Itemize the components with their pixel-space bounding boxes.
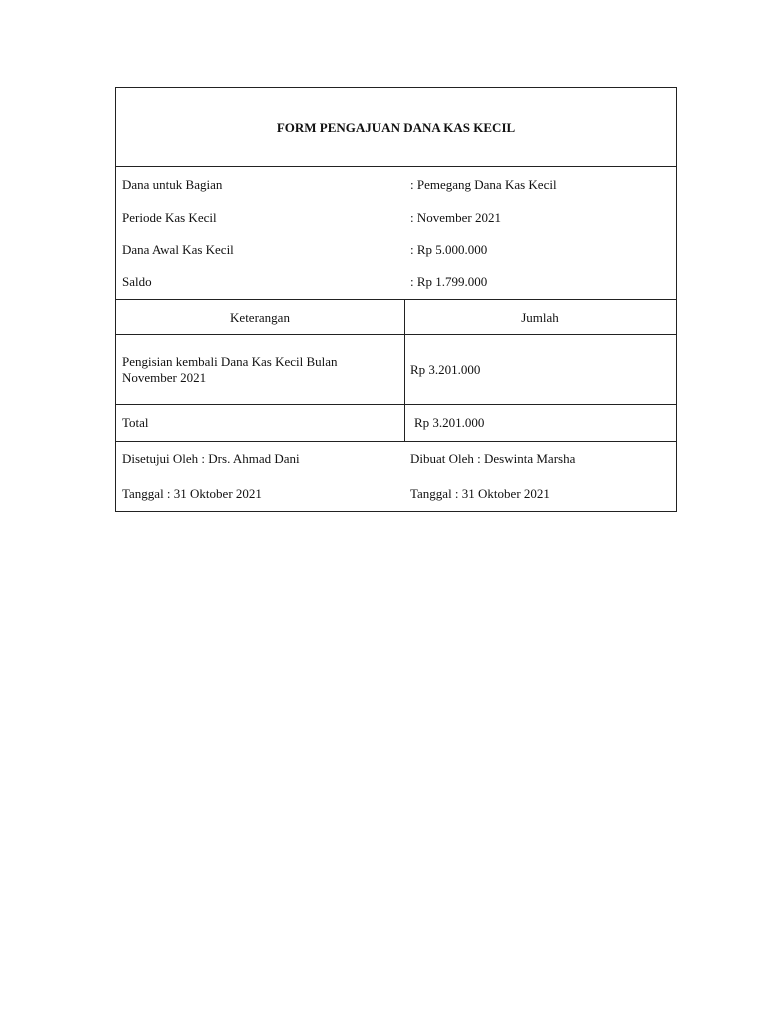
column-header-keterangan: Keterangan (230, 310, 290, 325)
made-by: Dibuat Oleh : Deswinta Marsha (410, 451, 576, 466)
approved-by: Disetujui Oleh : Drs. Ahmad Dani (122, 451, 300, 466)
row-description-line1: Pengisian kembali Dana Kas Kecil Bulan (122, 354, 338, 369)
total-divider (116, 441, 676, 442)
made-date: Tanggal : 31 Oktober 2021 (410, 486, 550, 501)
row-divider (116, 404, 676, 405)
info-divider (116, 299, 676, 300)
form-title: FORM PENGAJUAN DANA KAS KECIL (276, 120, 516, 135)
info-value-periode: : November 2021 (410, 210, 501, 225)
header-divider (116, 334, 676, 335)
total-amount: Rp 3.201.000 (414, 415, 485, 430)
info-value-bagian: : Pemegang Dana Kas Kecil (410, 177, 557, 192)
approved-date: Tanggal : 31 Oktober 2021 (122, 486, 262, 501)
petty-cash-form (115, 87, 677, 512)
info-label-periode: Periode Kas Kecil (122, 210, 217, 225)
info-value-dana-awal: : Rp 5.000.000 (410, 242, 488, 257)
row-amount: Rp 3.201.000 (410, 362, 481, 377)
title-divider (116, 166, 676, 167)
total-label: Total (122, 415, 149, 430)
column-header-jumlah: Jumlah (521, 310, 559, 325)
info-label-bagian: Dana untuk Bagian (122, 177, 223, 192)
info-value-saldo: : Rp 1.799.000 (410, 274, 488, 289)
info-label-saldo: Saldo (122, 274, 152, 289)
row-description-line2: November 2021 (122, 370, 207, 385)
info-label-dana-awal: Dana Awal Kas Kecil (122, 242, 234, 257)
